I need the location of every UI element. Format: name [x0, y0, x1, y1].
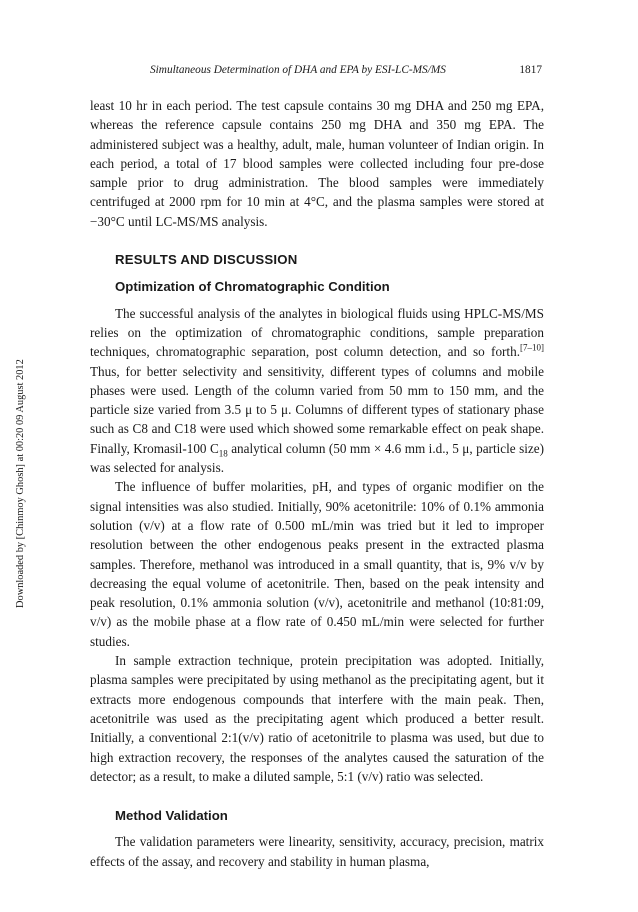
optimization-paragraph-3: In sample extraction technique, protein precipitation was adopted. Initially, plasma samples were precipitated by using methanol as the precipitating agent, but it extracts more endogenous compounds that interfere with the main peak. Then, acetonitrile was used as the precipitating agent which produced a better result. Initially, a conventional 2:1(v/v) ratio of acetonitrile to plasma was used, but due to high extraction recovery, the responses of the analytes caused the saturation of the detector; as a result, to make a diluted sample, 5:1 (v/v) ratio was selected.	[90, 653, 544, 784]
intro-paragraph: least 10 hr in each period. The test capsule contains 30 mg DHA and 250 mg EPA, whereas the reference capsule contains 250 mg DHA and 350 mg EPA. The administered subject was a healthy, adult, male, human volunteer of Indian origin. In each period, a total of 17 blood samples were collected including four pre-dose sample prior to drug administration. The blood samples were immediately centrifuged at 2000 rpm for 10 min at 4°C, and the plasma samples were stored at −30°C until LC-MS/MS analysis.	[90, 98, 544, 229]
citation-reference: [7–10]	[520, 342, 544, 353]
page-body	[90, 96, 544, 871]
section-heading: RESULTS AND DISCUSSION	[115, 252, 298, 268]
paragraph-text: The successful analysis of the analytes in biological fluids using HPLC-MS/MS relies on the optimization of chromatographic conditions, sample preparation techniques, chromatographic separation, post column detection, and so forth.	[90, 305, 544, 360]
paragraph-text: Thus, for better selectivity and sensitivity, different types of columns and mobile phases were used. Length of the column varied from 50 mm to 150 mm, and the particle size varied from 3.5 μ to 5 μ. Columns of different types of stationary phase such as C8 and C18 were used which showed some remarkable effect on peak shape. Finally, Kromasil-100 C	[90, 363, 544, 456]
optimization-paragraph-2: The influence of buffer molarities, pH, and types of organic modifier on the signal intensities was also studied. Initially, 90% acetonitrile: 10% of 0.1% ammonia solution (v/v) at a flow rate of 0.500 mL/min was tried but it led to improper resolution between the other endogenous peaks present in the extracted plasma samples. Therefore, methanol was introduced in a small quantity, that is, 9% v/v by decreasing the equal volume of acetonitrile. Then, based on the peak intensity and peak resolution, 0.1% ammonia solution (v/v), acetonitrile and methanol (10:81:09, v/v) as the mobile phase at a flow rate of 0.450 mL/min were selected for further studies.	[90, 479, 544, 649]
running-title: Simultaneous Determination of DHA and EPA by ESI-LC-MS/MS	[150, 64, 446, 76]
subsection-heading-validation: Method Validation	[115, 808, 228, 824]
subscript-text: 18	[218, 448, 228, 459]
download-watermark: Downloaded by [Chinmoy Ghosh] at 00:20 09 August 2012	[15, 359, 26, 608]
optimization-paragraph-1	[90, 304, 544, 478]
subsection-heading-optimization: Optimization of Chromatographic Condition	[115, 279, 390, 295]
paragraph-text: analytical column (50 mm × 4.6 mm i.d., 5 μ, particle size) was selected for analysis.	[90, 440, 544, 476]
page-number: 1817	[519, 64, 542, 76]
validation-paragraph: The validation parameters were linearity, sensitivity, accuracy, precision, matrix effects of the assay, and recovery and stability in human plasma,	[90, 834, 544, 869]
